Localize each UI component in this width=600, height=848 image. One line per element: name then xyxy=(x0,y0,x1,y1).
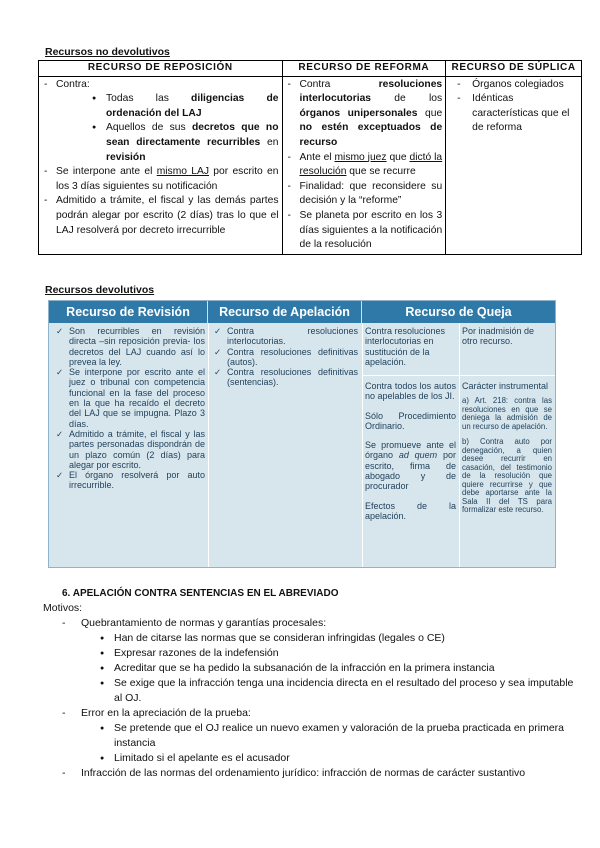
section-title-apelacion: 6. APELACIÓN CONTRA SENTENCIAS EN EL ABREVIADO xyxy=(62,588,339,599)
list-item: ● Expresar razones de la indefensión xyxy=(100,646,578,661)
list-item: - Idénticas características que el de reforma xyxy=(454,92,578,136)
header-apelacion: Recurso de Apelación xyxy=(208,301,362,323)
list-item: ● Limitado si el apelante es el acusador xyxy=(100,751,578,766)
list-item: ✓ Admitido a trámite, el fiscal y las partes personadas dispondrán de un plazo común (2 días) para alegar por escrito. xyxy=(55,429,205,470)
section-title-devolutivos: Recursos devolutivos xyxy=(45,284,155,296)
motivos-label: Motivos: xyxy=(43,602,83,614)
list-item: - Admitido a trámite, el fiscal y las demás partes podrán alegar por escrito (2 días) tras lo que el LAJ resolverá por decreto irrecurrible xyxy=(41,194,279,238)
list-item: - Órganos colegiados xyxy=(454,78,578,93)
list-item: ● Se exige que la infracción tenga una incidencia directa en el resultado del proceso y sea imputable al OJ. xyxy=(100,676,578,706)
list-item: Infracción de las normas del ordenamiento jurídico: infracción de normas de carácter sustantivo xyxy=(81,767,526,779)
list-item: ✓ Contra resoluciones definitivas (sentencias). xyxy=(213,367,358,388)
header-queja: Recurso de Queja xyxy=(362,301,555,323)
list-item: ● Se pretende que el OJ realice un nuevo examen y valoración de la prueba practicada en primera instancia xyxy=(100,721,578,751)
list-item: - Se planeta por escrito en los 3 días siguientes a la notificación de la resolución xyxy=(285,209,443,253)
list-item: ● Acreditar que se ha pedido la subsanación de la infracción en la primera instancia xyxy=(100,661,578,676)
cell-queja-inadmision: Por inadmisión de otro recurso. xyxy=(462,326,535,347)
cell-reforma xyxy=(282,76,446,254)
list-item: ● Todas las diligencias de ordenación del LAJ xyxy=(92,92,279,121)
list-item: ✓ Contra resoluciones interlocutorias. xyxy=(213,326,358,347)
list-item: - Ante el mismo juez que dictó la resolución que se recurre xyxy=(285,151,443,180)
cell-apelacion xyxy=(213,326,358,388)
cell-queja-instrumental: Carácter instrumental a) Art. 218: contra las resoluciones en que se deniega la admisión de un recurso de apelación. b) Contra auto por denegación, a quien desee recurrir en casación, del testimonio de la resolución que quiere recurrirse y que debe aportarse ante la Sala II del TS para formalizar este recurso. xyxy=(462,381,552,515)
header-reforma: RECURSO DE REFORMA xyxy=(282,61,446,77)
list-item: ✓ El órgano resolverá por auto irrecurrible. xyxy=(55,470,205,491)
table-devolutivos xyxy=(48,300,556,568)
list-item: - Contra: ● Todas las diligencias de ordenación del LAJ ● Aquellos de sus decretos que no sean directamente recurribles en revisión xyxy=(41,78,279,166)
table-no-devolutivos xyxy=(38,60,582,255)
motivos-list: - Quebrantamiento de normas y garantías procesales: ● Han de citarse las normas que se consideran infringidas (legales o CE) ● Expresar razones de la indefensión ● Acreditar que se ha pedido la subsanación de la infracción en la primera instancia ● Se exige que la infracción tenga una incidencia directa en el resultado del proceso y sea imputable al OJ. - Error en la apreciación de la prueba: ● Se pretende que el OJ realice un nuevo examen y valoración de la prueba practicada en primera instancia ● Limitado si el apelante es el acusador - Infracción de las normas del ordenamiento jurídico: infracción de normas de carácter sustantivo xyxy=(38,616,578,781)
cell-revision xyxy=(55,326,205,491)
cell-queja-autos: Contra todos los autos no apelables de los JI. Sólo Procedimiento Ordinario. Se promueve ante el órgano ad quem por escrito, firma de abogado y de procurador Efectos de la apelación. xyxy=(365,381,457,521)
cell-queja-interlocutorias: Contra resoluciones interlocutorias en sustitución de la apelación. xyxy=(365,326,446,367)
list-item: Quebrantamiento de normas y garantías procesales: xyxy=(81,617,327,629)
list-item: ✓ Se interpone por escrito ante el juez o tribunal con competencia funcional en la fase del proceso en la que ha recaído el decreto del LAJ que se impugna. Plazo 3 días. xyxy=(55,367,205,429)
header-reposicion: RECURSO DE REPOSICIÓN xyxy=(39,61,283,77)
cell-suplica xyxy=(446,76,582,254)
section-title-no-devolutivos: Recursos no devolutivos xyxy=(45,46,170,58)
header-suplica: RECURSO DE SÚPLICA xyxy=(446,61,582,77)
list-item: - Finalidad: que reconsidere su decisión y la “reforme” xyxy=(285,180,443,209)
list-item: ✓ Contra resoluciones definitivas (autos). xyxy=(213,347,358,368)
cell-reposicion xyxy=(39,76,283,254)
header-revision: Recurso de Revisión xyxy=(49,301,208,323)
list-item: ✓ Son recurribles en revisión directa –sin reposición previa- los decretos del LAJ cuando así lo prevea la ley. xyxy=(55,326,205,367)
list-item: Error en la apreciación de la prueba: xyxy=(81,707,251,719)
list-item: ● Han de citarse las normas que se consideran infringidas (legales o CE) xyxy=(100,631,578,646)
list-item: - Contra resoluciones interlocutorias de los órganos unipersonales que no estén exceptuados de recurso xyxy=(285,78,443,151)
list-item: ● Aquellos de sus decretos que no sean directamente recurribles en revisión xyxy=(92,121,279,165)
list-item: - Se interpone ante el mismo LAJ por escrito en los 3 días siguientes su notificación xyxy=(41,165,279,194)
